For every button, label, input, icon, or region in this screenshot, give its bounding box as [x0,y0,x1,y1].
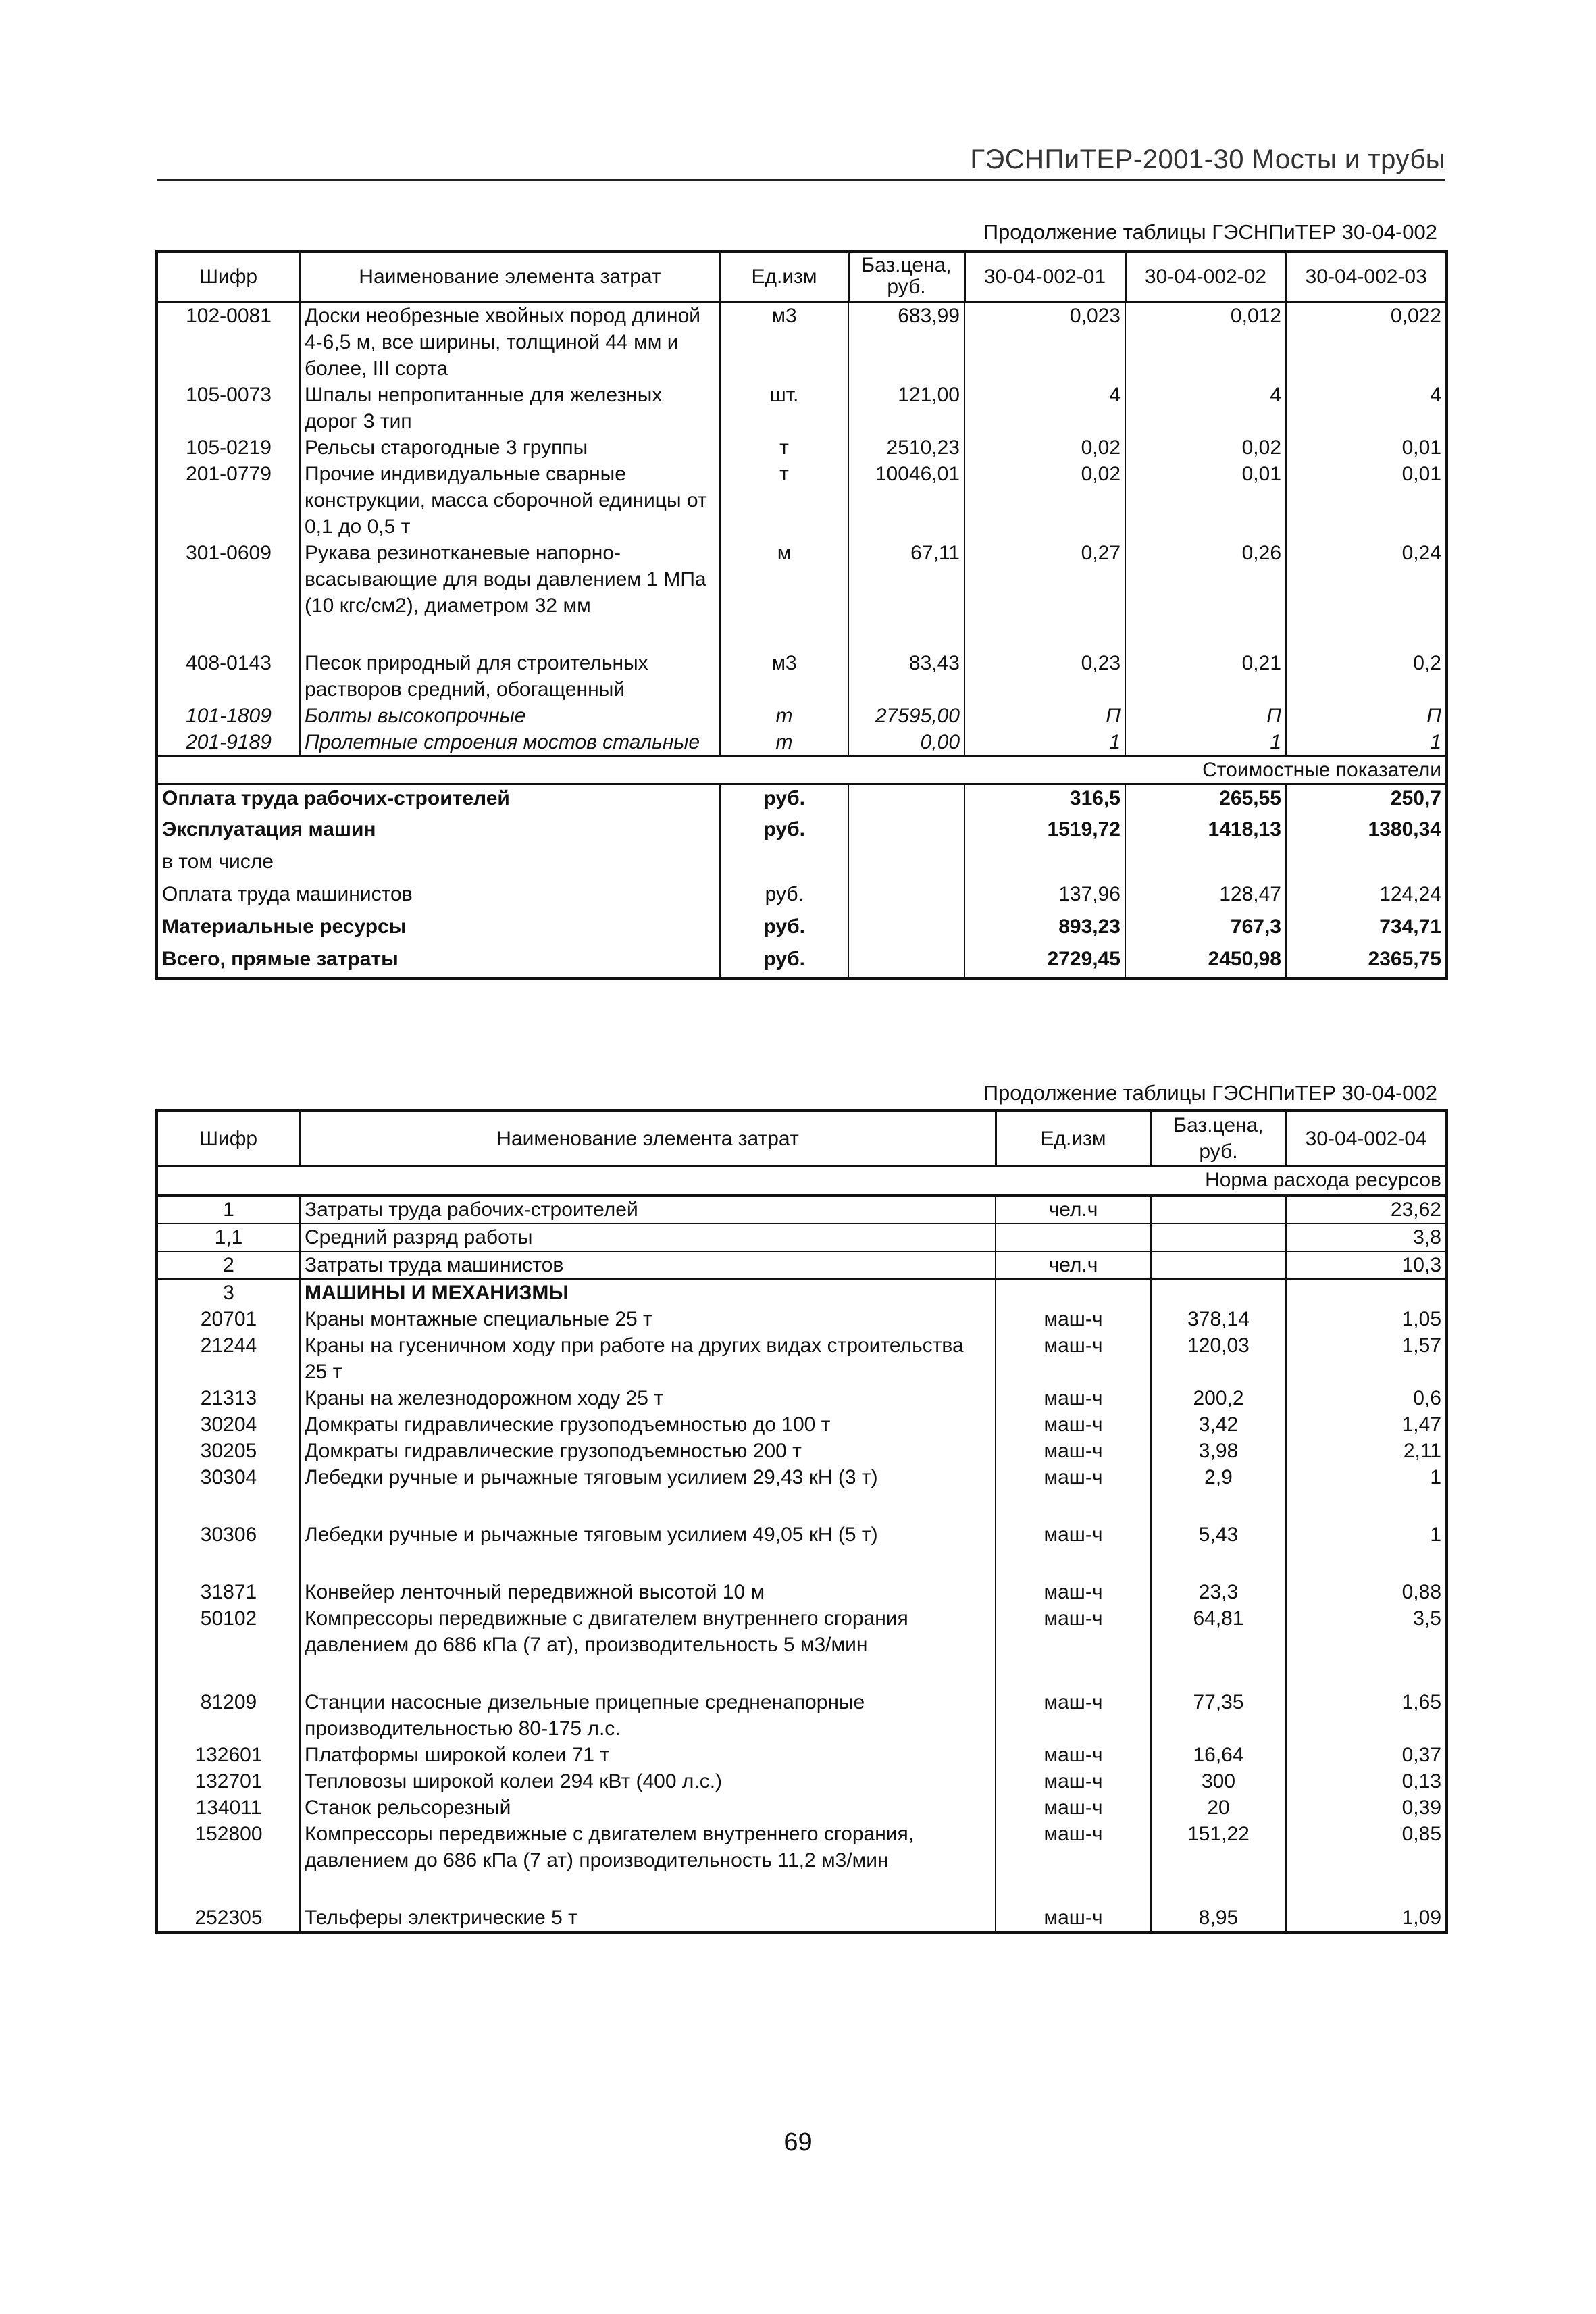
row-unit: маш-ч [996,1821,1151,1905]
row-unit: м [720,540,848,650]
row-name: Затраты труда машинистов [300,1251,996,1279]
cost-row [157,816,1447,849]
row-unit: маш-ч [996,1385,1151,1411]
table-row [157,301,1447,382]
row-code: 21244 [157,1332,300,1385]
table-row [157,1742,1447,1768]
row-price: 64,81 [1151,1605,1286,1689]
row-price: 20 [1151,1794,1286,1821]
table-row [157,729,1447,756]
cost-price [848,784,964,816]
table-row [157,1438,1447,1464]
cost-price [848,849,964,881]
row-code: 21313 [157,1385,300,1411]
table-row [157,1411,1447,1438]
cost-row [157,784,1447,816]
row-value-01: 0,23 [964,650,1125,703]
row-price: 300 [1151,1768,1286,1794]
row-value-01: 1 [964,729,1125,756]
row-code: 30306 [157,1521,300,1579]
cost-value-01: 893,23 [964,913,1125,946]
table-row [157,1196,1447,1224]
row-price: 120,03 [1151,1332,1286,1385]
cost-price [848,816,964,849]
cost-unit: руб. [720,881,848,913]
row-code: 105-0219 [157,434,300,461]
row-code: 50102 [157,1605,300,1689]
row-price [1151,1251,1286,1279]
table-row [157,461,1447,540]
row-value-02: П [1125,703,1286,729]
row-name: Шпалы непропитанные для железных дорог 3 тип [300,382,720,434]
row-unit: маш-ч [996,1742,1151,1768]
row-price [1151,1224,1286,1251]
cost-row [157,849,1447,881]
row-value-03: 0,24 [1286,540,1447,650]
row-unit: маш-ч [996,1332,1151,1385]
row-code: 81209 [157,1689,300,1742]
row-name: Доски необрезные хвойных пород длиной 4-6,5 м, все ширины, толщиной 44 мм и более, III сорта [300,301,720,382]
cost-name: Материальные ресурсы [157,913,720,946]
table-row [157,1224,1447,1251]
row-value-04: 1,09 [1286,1905,1447,1932]
row-code: 132701 [157,1768,300,1794]
row-value-01: 0,02 [964,461,1125,540]
row-code: 105-0073 [157,382,300,434]
cost-value-02: 128,47 [1125,881,1286,913]
row-price: 151,22 [1151,1821,1286,1905]
row-value-03: 0,01 [1286,461,1447,540]
row-code: 132601 [157,1742,300,1768]
cost-value-02: 1418,13 [1125,816,1286,849]
row-value-04: 1,65 [1286,1689,1447,1742]
cost-value-03 [1286,849,1447,881]
table-row [157,540,1447,650]
cost-value-03: 734,71 [1286,913,1447,946]
table-row [157,1605,1447,1689]
row-price: 2,9 [1151,1464,1286,1521]
table-row [157,1464,1447,1521]
table-row [157,1521,1447,1579]
row-value-04: 0,39 [1286,1794,1447,1821]
row-value-04: 23,62 [1286,1196,1447,1224]
cost-note: Стоимостные показатели [964,756,1447,784]
row-name: Песок природный для строительных растворов средний, обогащенный [300,650,720,703]
table-row [157,1768,1447,1794]
row-value-02: 1 [1125,729,1286,756]
col-header-v2: 30-04-002-02 [1125,251,1286,301]
row-name: Краны на железнодорожном ходу 25 т [300,1385,996,1411]
row-code: 30204 [157,1411,300,1438]
row-code: 1 [157,1196,300,1224]
row-unit: т [720,434,848,461]
row-value-02: 0,26 [1125,540,1286,650]
row-value-02: 0,01 [1125,461,1286,540]
cost-value-02 [1125,849,1286,881]
cost-value-03: 250,7 [1286,784,1447,816]
row-price [1151,1279,1286,1306]
table-row [157,1579,1447,1605]
row-value-01: 0,02 [964,434,1125,461]
row-value-02: 0,21 [1125,650,1286,703]
row-unit: маш-ч [996,1905,1151,1932]
row-unit: м3 [720,301,848,382]
table-row [157,1385,1447,1411]
row-value-04: 1,05 [1286,1306,1447,1332]
row-unit [996,1279,1151,1306]
col-header-v1: 30-04-002-01 [964,251,1125,301]
row-name: Лебедки ручные и рычажные тяговым усилием 49,05 кН (5 т) [300,1521,996,1579]
row-name: Рельсы старогодные 3 группы [300,434,720,461]
col-header-unit: Ед.изм [720,251,848,301]
row-unit: маш-ч [996,1411,1151,1438]
table-row [157,1689,1447,1742]
row-name: Домкраты гидравлические грузоподъемностью 200 т [300,1438,996,1464]
row-code: 30304 [157,1464,300,1521]
cost-value-03: 2365,75 [1286,946,1447,978]
col-header-code: Шифр [157,251,300,301]
row-code: 408-0143 [157,650,300,703]
row-code: 252305 [157,1905,300,1932]
header-title: ГЭСНПиТЕР-2001-30 Мосты и трубы [970,145,1445,174]
cost-value-02: 767,3 [1125,913,1286,946]
page-header [157,139,1445,181]
cost-row [157,946,1447,978]
row-value-03: 0,022 [1286,301,1447,382]
row-price: 2510,23 [848,434,964,461]
table-row [157,1332,1447,1385]
row-value-04: 0,13 [1286,1768,1447,1794]
cost-value-01: 2729,45 [964,946,1125,978]
cost-value-01: 1519,72 [964,816,1125,849]
row-name: Конвейер ленточный передвижной высотой 10 м [300,1579,996,1605]
table-row [157,1251,1447,1279]
row-value-04: 1,57 [1286,1332,1447,1385]
row-unit: т [720,729,848,756]
table1 [155,250,1448,980]
row-code: 2 [157,1251,300,1279]
cost-price [848,946,964,978]
row-value-04: 0,88 [1286,1579,1447,1605]
row-code: 3 [157,1279,300,1306]
row-price: 3,42 [1151,1411,1286,1438]
row-name: МАШИНЫ И МЕХАНИЗМЫ [300,1279,996,1306]
norm-note: Норма расхода ресурсов [1151,1166,1447,1196]
row-unit [996,1224,1151,1251]
row-code: 201-9189 [157,729,300,756]
row-value-04: 0,37 [1286,1742,1447,1768]
table-row [157,1794,1447,1821]
row-unit: т [720,461,848,540]
row-unit: т [720,703,848,729]
row-unit: чел.ч [996,1196,1151,1224]
row-name: Домкраты гидравлические грузоподъемностью до 100 т [300,1411,996,1438]
row-name: Рукава резинотканевые напорно-всасывающие для воды давлением 1 МПа (10 кгс/см2), диаметром 32 мм [300,540,720,650]
row-name: Тепловозы широкой колеи 294 кВт (400 л.с.) [300,1768,996,1794]
row-value-02: 0,02 [1125,434,1286,461]
row-unit: маш-ч [996,1521,1151,1579]
row-value-03: 4 [1286,382,1447,434]
row-unit: маш-ч [996,1768,1151,1794]
row-name: Станок рельсорезный [300,1794,996,1821]
row-name: Средний разряд работы [300,1224,996,1251]
cost-price [848,881,964,913]
row-name: Болты высокопрочные [300,703,720,729]
row-price: 200,2 [1151,1385,1286,1411]
table1-caption: Продолжение таблицы ГЭСНПиТЕР 30-04-002 [983,220,1437,244]
row-price: 67,11 [848,540,964,650]
row-name: Пролетные строения мостов стальные [300,729,720,756]
row-unit: м3 [720,650,848,703]
row-unit: маш-ч [996,1464,1151,1521]
row-value-03: 0,2 [1286,650,1447,703]
row-price: 121,00 [848,382,964,434]
row-unit: чел.ч [996,1251,1151,1279]
page-number: 69 [783,2128,813,2157]
row-name: Лебедки ручные и рычажные тяговым усилием 29,43 кН (3 т) [300,1464,996,1521]
row-code: 31871 [157,1579,300,1605]
cost-name: в том числе [157,849,720,881]
row-price: 3,98 [1151,1438,1286,1464]
row-price: 16,64 [1151,1742,1286,1768]
row-price: 83,43 [848,650,964,703]
row-value-03: П [1286,703,1447,729]
table-row [157,703,1447,729]
row-code: 152800 [157,1821,300,1905]
row-value-01: П [964,703,1125,729]
row-value-03: 0,01 [1286,434,1447,461]
row-unit: маш-ч [996,1579,1151,1605]
row-value-02: 0,012 [1125,301,1286,382]
cost-name: Всего, прямые затраты [157,946,720,978]
row-value-01: 0,27 [964,540,1125,650]
row-value-03: 1 [1286,729,1447,756]
cost-unit [720,849,848,881]
row-unit: маш-ч [996,1605,1151,1689]
cost-row [157,913,1447,946]
cost-unit: руб. [720,946,848,978]
cost-unit: руб. [720,816,848,849]
row-name: Платформы широкой колеи 71 т [300,1742,996,1768]
row-value-04: 2,11 [1286,1438,1447,1464]
row-unit: маш-ч [996,1438,1151,1464]
table-row [157,1905,1447,1932]
row-value-04: 3,8 [1286,1224,1447,1251]
cost-name: Оплата труда рабочих-строителей [157,784,720,816]
row-price: 77,35 [1151,1689,1286,1742]
row-price: 378,14 [1151,1306,1286,1332]
row-code: 101-1809 [157,703,300,729]
row-value-04: 10,3 [1286,1251,1447,1279]
row-value-01: 4 [964,382,1125,434]
row-price [1151,1196,1286,1224]
t2-col-header-price: Баз.цена, руб. [1151,1111,1286,1166]
row-unit: маш-ч [996,1689,1151,1742]
cost-value-01 [964,849,1125,881]
row-price: 5,43 [1151,1521,1286,1579]
cost-price [848,913,964,946]
table-row [157,382,1447,434]
table-row [157,1306,1447,1332]
row-value-04: 1 [1286,1521,1447,1579]
t2-col-header-v: 30-04-002-04 [1286,1111,1447,1166]
row-price: 10046,01 [848,461,964,540]
row-value-04: 0,85 [1286,1821,1447,1905]
row-value-04: 0,6 [1286,1385,1447,1411]
cost-unit: руб. [720,784,848,816]
row-code: 102-0081 [157,301,300,382]
row-code: 1,1 [157,1224,300,1251]
row-code: 301-0609 [157,540,300,650]
row-name: Компрессоры передвижные с двигателем внутреннего сгорания, давлением до 686 кПа (7 ат) производительность 11,2 м3/мин [300,1821,996,1905]
cost-value-02: 2450,98 [1125,946,1286,978]
table-row [157,1279,1447,1306]
row-name: Тельферы электрические 5 т [300,1905,996,1932]
table2 [155,1109,1448,1934]
row-price: 27595,00 [848,703,964,729]
table-row [157,1821,1447,1905]
row-value-02: 4 [1125,382,1286,434]
row-code: 134011 [157,1794,300,1821]
row-code: 201-0779 [157,461,300,540]
row-price: 683,99 [848,301,964,382]
cost-value-03: 1380,34 [1286,816,1447,849]
col-header-v3: 30-04-002-03 [1286,251,1447,301]
row-name: Станции насосные дизельные прицепные средненапорные производительностью 80-175 л.с. [300,1689,996,1742]
row-price: 0,00 [848,729,964,756]
row-name: Компрессоры передвижные с двигателем внутреннего сгорания давлением до 686 кПа (7 ат), производительность 5 м3/мин [300,1605,996,1689]
cost-value-01: 137,96 [964,881,1125,913]
cost-value-03: 124,24 [1286,881,1447,913]
row-value-04: 1 [1286,1464,1447,1521]
row-price: 8,95 [1151,1905,1286,1932]
cost-name: Эксплуатация машин [157,816,720,849]
t2-col-header-name: Наименование элемента затрат [300,1111,996,1166]
cost-unit: руб. [720,913,848,946]
row-unit: шт. [720,382,848,434]
col-header-price: Баз.цена, руб. [848,251,964,301]
row-unit: маш-ч [996,1794,1151,1821]
row-code: 20701 [157,1306,300,1332]
col-header-name: Наименование элемента затрат [300,251,720,301]
row-unit: маш-ч [996,1306,1151,1332]
row-name: Краны на гусеничном ходу при работе на других видах строительства 25 т [300,1332,996,1385]
row-value-04: 3,5 [1286,1605,1447,1689]
table-row [157,434,1447,461]
row-value-04 [1286,1279,1447,1306]
row-name: Прочие индивидуальные сварные конструкции, масса сборочной единицы от 0,1 до 0,5 т [300,461,720,540]
row-code: 30205 [157,1438,300,1464]
row-value-01: 0,023 [964,301,1125,382]
row-price: 23,3 [1151,1579,1286,1605]
table-row [157,650,1447,703]
row-name: Затраты труда рабочих-строителей [300,1196,996,1224]
cost-row [157,881,1447,913]
t2-col-header-unit: Ед.изм [996,1111,1151,1166]
cost-value-01: 316,5 [964,784,1125,816]
t2-col-header-code: Шифр [157,1111,300,1166]
row-name: Краны монтажные специальные 25 т [300,1306,996,1332]
row-value-04: 1,47 [1286,1411,1447,1438]
cost-name: Оплата труда машинистов [157,881,720,913]
table2-caption: Продолжение таблицы ГЭСНПиТЕР 30-04-002 [983,1081,1437,1105]
cost-value-02: 265,55 [1125,784,1286,816]
